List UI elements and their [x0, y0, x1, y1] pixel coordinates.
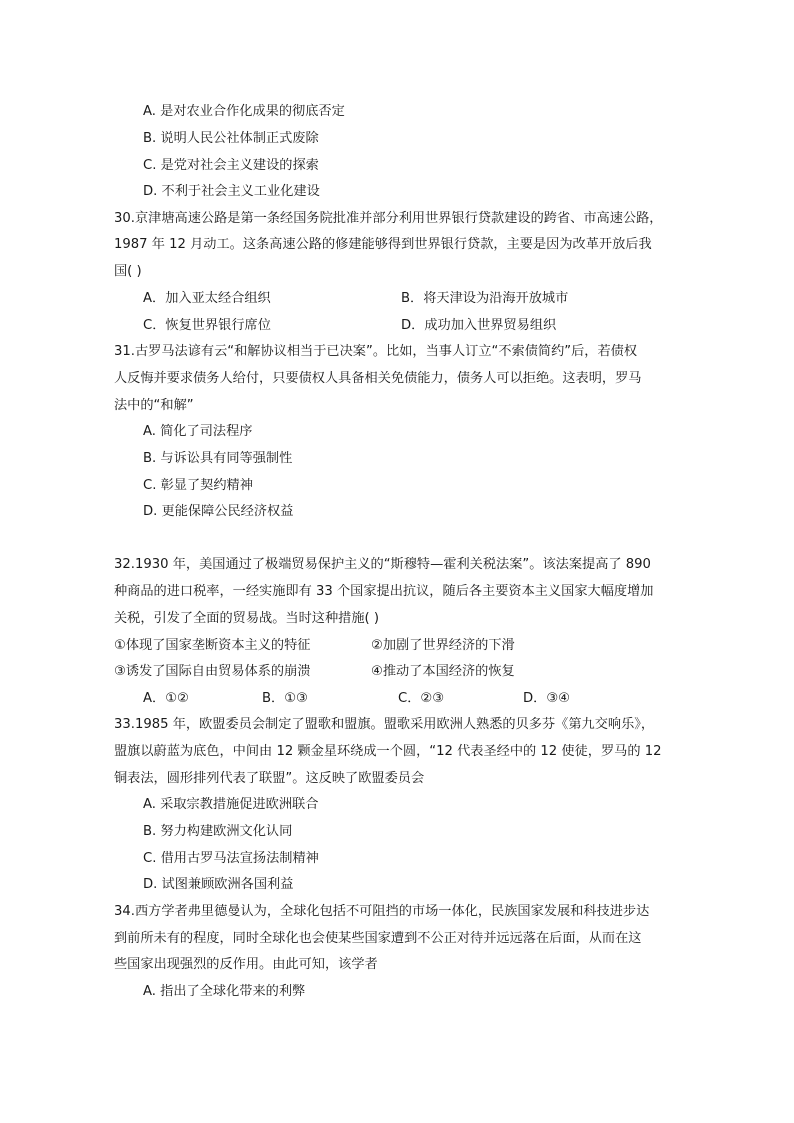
q32-option-b[interactable]: B．①③ [262, 691, 308, 706]
q30-stem-line-3: 国( ) [114, 264, 142, 279]
q34-stem-line-2: 到前所未有的程度，同时全球化也会使某些国家遭到不公正对待并远远落在后面，从而在这 [114, 931, 642, 946]
q30-option-a[interactable]: A．加入亚太经合组织 [143, 291, 271, 306]
q33-option-a[interactable]: A. 采取宗教措施促进欧洲联合 [143, 797, 319, 812]
q34-stem-line-3: 些国家出现强烈的反作用。由此可知，该学者 [114, 957, 378, 972]
q32-stem-line-3: 关税，引发了全面的贸易战。当时这种措施( ) [114, 611, 380, 626]
q30-stem-line-2: 1987 年 12 月动工。这条高速公路的修建能够得到世界银行贷款，主要是因为改革开放后我 [114, 237, 652, 252]
q29-option-d[interactable]: D. 不利于社会主义工业化建设 [143, 184, 320, 199]
q31-option-b[interactable]: B. 与诉讼具有同等强制性 [143, 451, 293, 466]
q33-option-c[interactable]: C. 借用古罗马法宣扬法制精神 [143, 851, 319, 866]
q33-stem-line-3: 铜表法，圆形排列代表了联盟”。这反映了欧盟委员会 [114, 771, 425, 786]
q34-option-a[interactable]: A. 指出了全球化带来的利弊 [143, 984, 306, 999]
q31-option-a[interactable]: A. 简化了司法程序 [143, 424, 253, 439]
q32-item-3: ③诱发了国际自由贸易体系的崩溃 [114, 664, 311, 679]
q33-stem-line-2: 盟旗以蔚蓝为底色，中间由 12 颗金星环绕成一个圆，“12 代表圣经中的 12 使徒，罗马的 12 [114, 744, 662, 759]
q29-option-c[interactable]: C. 是党对社会主义建设的探索 [143, 158, 319, 173]
q30-option-c[interactable]: C．恢复世界银行席位 [143, 318, 271, 333]
q30-option-d[interactable]: D．成功加入世界贸易组织 [401, 318, 557, 333]
q32-option-d[interactable]: D．③④ [523, 691, 570, 706]
q29-option-b[interactable]: B. 说明人民公社体制正式废除 [143, 131, 319, 146]
q33-option-d[interactable]: D. 试图兼顾欧洲各国利益 [143, 877, 294, 892]
q34-stem-line-1: 34.西方学者弗里德曼认为，全球化包括不可阻挡的市场一体化，民族国家发展和科技进步达 [114, 904, 650, 919]
q31-option-c[interactable]: C. 彰显了契约精神 [143, 478, 253, 493]
q33-option-b[interactable]: B. 努力构建欧洲文化认同 [143, 824, 293, 839]
q32-option-c[interactable]: C．②③ [398, 691, 445, 706]
q30-stem-line-1: 30.京津塘高速公路是第一条经国务院批准并部分利用世界银行贷款建设的跨省、市高速公路， [114, 211, 663, 226]
q31-stem-line-3: 法中的“和解” [114, 398, 194, 413]
q31-option-d[interactable]: D. 更能保障公民经济权益 [143, 504, 294, 519]
q32-item-2: ②加剧了世界经济的下滑 [371, 638, 515, 653]
q31-stem-line-1: 31.古罗马法谚有云“和解协议相当于已决案”。比如，当事人订立“不索债简约”后，若债权 [114, 344, 638, 359]
q32-stem-line-1: 32.1930 年，美国通过了极端贸易保护主义的“斯穆特—霍利关税法案”。该法案提高了 890 [114, 557, 651, 572]
q32-stem-line-2: 种商品的进口税率，一经实施即有 33 个国家提出抗议，随后各主要资本主义国家大幅度增加 [114, 584, 654, 599]
q33-stem-line-1: 33.1985 年，欧盟委员会制定了盟歌和盟旗。盟歌采用欧洲人熟悉的贝多芬《第九交响乐》， [114, 717, 655, 732]
q30-option-b[interactable]: B．将天津设为沿海开放城市 [401, 291, 569, 306]
q31-stem-line-2: 人反悔并要求债务人给付，只要债权人具备相关免债能力，债务人可以拒绝。这表明，罗马 [114, 371, 642, 386]
q32-item-1: ①体现了国家垄断资本主义的特征 [114, 638, 311, 653]
q32-item-4: ④推动了本国经济的恢复 [371, 664, 515, 679]
q32-option-a[interactable]: A．①② [143, 691, 189, 706]
q29-option-a[interactable]: A. 是对农业合作化成果的彻底否定 [143, 104, 345, 119]
